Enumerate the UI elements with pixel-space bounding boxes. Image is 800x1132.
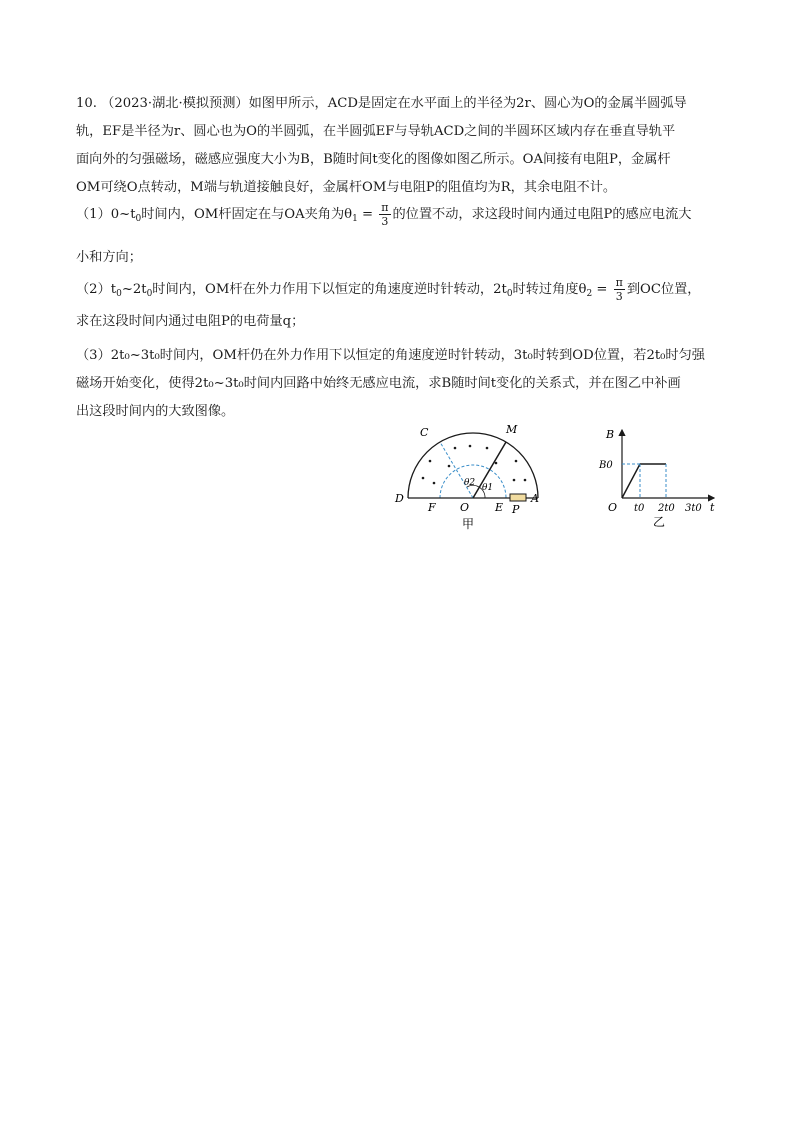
fraction-pi-over-3: $\frac{\pi}{3}$: [615, 276, 623, 303]
label-b0: B0: [599, 460, 613, 471]
part-1-line-2: 小和方向；: [76, 250, 142, 265]
label-a: A: [531, 492, 539, 505]
label-b: B: [606, 428, 615, 441]
label-theta1: θ1: [482, 483, 494, 493]
figure-a-semicircle-diagram: [388, 418, 558, 538]
label-3t0: 3t0: [685, 503, 702, 514]
label-f: F: [428, 501, 436, 514]
figure-b-b-t-graph: [594, 420, 724, 535]
figure-a-caption: 甲: [462, 517, 475, 531]
label-e: E: [495, 501, 504, 514]
part-3-line-2: 磁场开始变化，使得2t₀~3t₀时间内回路中始终无感应电流，求B随时间t变化的关系式，并在图乙中补画: [76, 376, 681, 391]
question-line-1: 10. （2023·湖北·模拟预测）如图甲所示，ACD是固定在水平面上的半径为2r、圆心为O的金属半圆弧导: [76, 96, 687, 111]
question-line-4: OM可绕O点转动，M端与轨道接触良好，金属杆OM与电阻P的阻值均为R，其余电阻不计。: [76, 180, 617, 195]
label-p: P: [512, 503, 520, 516]
part-1-line-1: $(1)0\sim t_0$时间内，OM杆固定在与OA夹角为$\theta_1$ = $\frac{\pi}{3}$ 的位置不动，求这段时间内通过电阻P的感应电流大: [76, 201, 692, 228]
label-t: t: [710, 501, 715, 514]
label-t0: t0: [634, 503, 645, 514]
fraction-pi-over-3: $\frac{\pi}{3}$: [381, 201, 389, 228]
label-d: D: [395, 492, 404, 505]
resistor-p: [510, 494, 526, 501]
label-o: O: [460, 501, 470, 514]
part-2-line-2: 求在这段时间内通过电阻P的电荷量q；: [76, 314, 305, 329]
label-m: M: [506, 423, 518, 436]
question-text: [76, 90, 726, 202]
b-t-curve: [622, 464, 666, 498]
part-2-line-1: $(2)t_0\sim 2t_0$时间内，OM杆在外力作用下以恒定的角速度逆时针转动，$2t_0$时转过角度$\theta_2$ = $\frac{\pi}{3}$ 到OC位置，: [76, 276, 701, 303]
oc-dashed-line: [440, 442, 476, 498]
label-theta2: θ2: [464, 478, 476, 488]
label-o: O: [608, 501, 618, 514]
label-2t0: 2t0: [658, 503, 675, 514]
part-3-line-3: 出这段时间内的大致图像。: [76, 404, 235, 419]
figure-b-caption: 乙: [653, 515, 666, 529]
question-line-3: 面向外的匀强磁场，磁感应强度大小为B，B随时间t变化的图像如图乙所示。OA间接有电阻P，金属杆: [76, 152, 671, 167]
question-line-2: 轨，EF是半径为r、圆心也为O的半圆弧，在半圆弧EF与导轨ACD之间的半圆环区域内存在垂直导轨平: [76, 124, 676, 139]
part-3-line-1: （3）2t₀~3t₀时间内，OM杆仍在外力作用下以恒定的角速度逆时针转动，3t₀时转到OD位置，若2t₀时匀强: [76, 348, 705, 363]
label-c: C: [420, 426, 429, 439]
